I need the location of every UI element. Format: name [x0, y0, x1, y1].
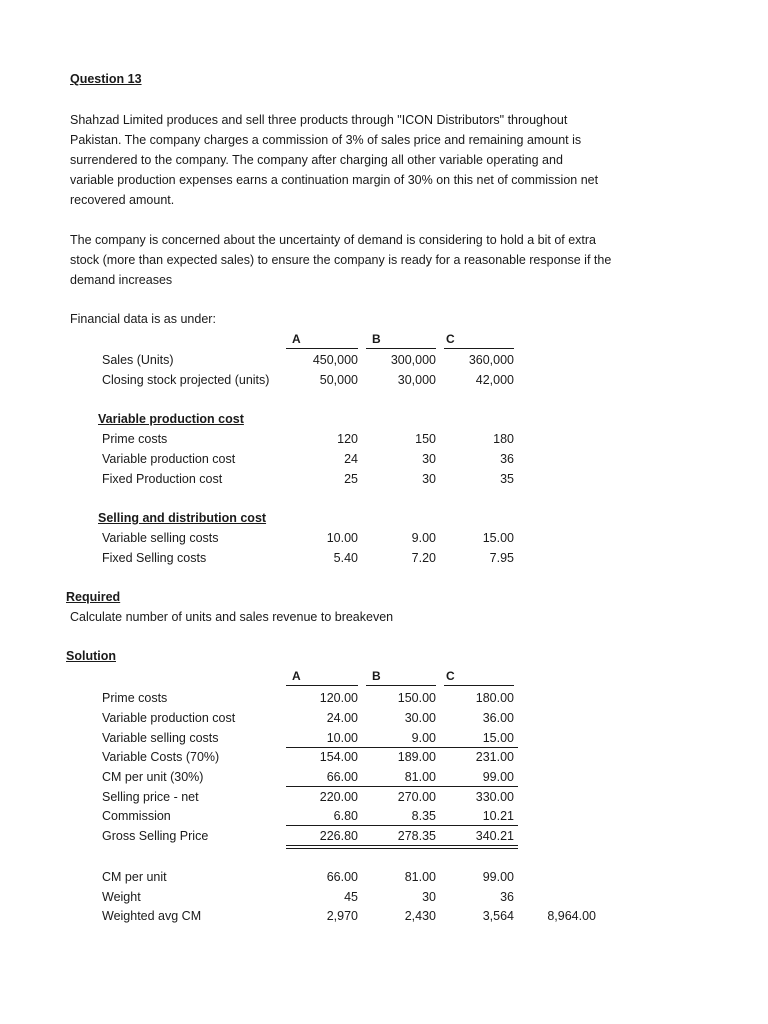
cell-value: 30 [422, 452, 436, 466]
cell-value: 24.00 [326, 711, 358, 725]
intro-line: variable production expenses earns a continuation margin of 30% on this net of commission net [70, 173, 599, 187]
row-label: Fixed Production cost [102, 472, 223, 486]
column-header-a: A [292, 669, 301, 683]
cell-value: 330.00 [475, 790, 514, 804]
subtotal-rule [286, 747, 518, 748]
row-label: Variable selling costs [102, 531, 219, 545]
header-underline [286, 685, 358, 686]
intro-line: Shahzad Limited produces and sell three products through "ICON Distributors" throughout [70, 113, 568, 127]
cell-value: 231.00 [475, 750, 514, 764]
header-underline [366, 685, 436, 686]
column-header-c: C [446, 669, 455, 683]
cell-value: 81.00 [404, 870, 436, 884]
cell-value: 10.21 [482, 809, 514, 823]
cell-value: 360,000 [468, 353, 514, 367]
cell-value: 270.00 [397, 790, 436, 804]
cell-value: 10.00 [326, 731, 358, 745]
cell-value: 450,000 [312, 353, 358, 367]
question-title: Question 13 [70, 72, 142, 86]
cell-value: 180.00 [475, 691, 514, 705]
cell-value: 6.80 [333, 809, 358, 823]
header-underline [366, 348, 436, 349]
required-text: Calculate number of units and sales revenue to breakeven [70, 610, 394, 624]
cell-value: 9.00 [411, 731, 436, 745]
cell-value: 150 [415, 432, 436, 446]
concern-paragraph [70, 230, 630, 290]
row-label: Commission [102, 809, 171, 823]
cell-value: 220.00 [319, 790, 358, 804]
solution-heading: Solution [66, 649, 116, 663]
cell-value: 150.00 [397, 691, 436, 705]
subtotal-rule [286, 825, 518, 826]
cell-value: 36.00 [482, 711, 514, 725]
cell-value: 340.21 [475, 829, 514, 843]
cell-value: 189.00 [397, 750, 436, 764]
cell-value: 278.35 [397, 829, 436, 843]
cell-value: 99.00 [482, 870, 514, 884]
row-label: Variable selling costs [102, 731, 219, 745]
header-underline [444, 348, 514, 349]
cell-value: 7.20 [411, 551, 436, 565]
intro-line: Pakistan. The company charges a commission of 3% of sales price and remaining amount is [70, 133, 582, 147]
cell-value: 120 [337, 432, 358, 446]
row-label: Variable production cost [102, 452, 236, 466]
subtotal-rule [286, 786, 518, 787]
cell-value: 81.00 [404, 770, 436, 784]
row-label: CM per unit [102, 870, 167, 884]
cell-value: 36 [500, 890, 514, 904]
financial-data-intro: Financial data is as under: [70, 312, 216, 326]
cell-value: 5.40 [333, 551, 358, 565]
cell-value: 154.00 [319, 750, 358, 764]
intro-line: surrendered to the company. The company after charging all other variable operating and [70, 153, 563, 167]
row-label: Weight [102, 890, 141, 904]
vpc-heading: Variable production cost [98, 412, 244, 426]
row-label: Sales (Units) [102, 353, 174, 367]
cell-value: 7.95 [489, 551, 514, 565]
column-header-b: B [372, 669, 381, 683]
cell-value: 8.35 [411, 809, 436, 823]
concern-line: stock (more than expected sales) to ensure the company is ready for a reasonable response if the [70, 253, 612, 267]
cell-value: 66.00 [326, 770, 358, 784]
row-label: Closing stock projected (units) [102, 373, 270, 387]
cell-value: 24 [344, 452, 358, 466]
row-label: Fixed Selling costs [102, 551, 207, 565]
column-header-a: A [292, 332, 301, 346]
header-underline [286, 348, 358, 349]
row-label: CM per unit (30%) [102, 770, 204, 784]
cell-value: 3,564 [482, 909, 514, 923]
cell-value: 30 [422, 472, 436, 486]
row-label: Prime costs [102, 691, 168, 705]
cell-value: 30.00 [404, 711, 436, 725]
row-label: Weighted avg CM [102, 909, 202, 923]
cell-value: 99.00 [482, 770, 514, 784]
cell-value: 2,430 [404, 909, 436, 923]
column-header-b: B [372, 332, 381, 346]
cell-value: 15.00 [482, 531, 514, 545]
cell-value: 42,000 [475, 373, 514, 387]
cell-value: 50,000 [319, 373, 358, 387]
sdc-heading: Selling and distribution cost [98, 511, 267, 525]
cell-value: 15.00 [482, 731, 514, 745]
intro-paragraph [70, 110, 630, 210]
row-label: Selling price - net [102, 790, 199, 804]
row-label: Gross Selling Price [102, 829, 209, 843]
weighted-cm-total: 8,964.00 [547, 909, 596, 923]
cell-value: 226.80 [319, 829, 358, 843]
row-label: Variable production cost [102, 711, 236, 725]
concern-line: The company is concerned about the uncertainty of demand is considering to hold a bit of extra [70, 233, 597, 247]
cell-value: 300,000 [390, 353, 436, 367]
concern-line: demand increases [70, 273, 173, 287]
cell-value: 120.00 [319, 691, 358, 705]
cell-value: 35 [500, 472, 514, 486]
cell-value: 25 [344, 472, 358, 486]
header-underline [444, 685, 514, 686]
cell-value: 180 [493, 432, 514, 446]
required-heading: Required [66, 590, 121, 604]
cell-value: 30,000 [397, 373, 436, 387]
cell-value: 66.00 [326, 870, 358, 884]
cell-value: 2,970 [326, 909, 358, 923]
cell-value: 30 [422, 890, 436, 904]
cell-value: 36 [500, 452, 514, 466]
total-double-rule [286, 845, 518, 849]
row-label: Variable Costs (70%) [102, 750, 220, 764]
column-header-c: C [446, 332, 455, 346]
cell-value: 45 [344, 890, 358, 904]
row-label: Prime costs [102, 432, 168, 446]
intro-line: recovered amount. [70, 193, 175, 207]
cell-value: 9.00 [411, 531, 436, 545]
cell-value: 10.00 [326, 531, 358, 545]
